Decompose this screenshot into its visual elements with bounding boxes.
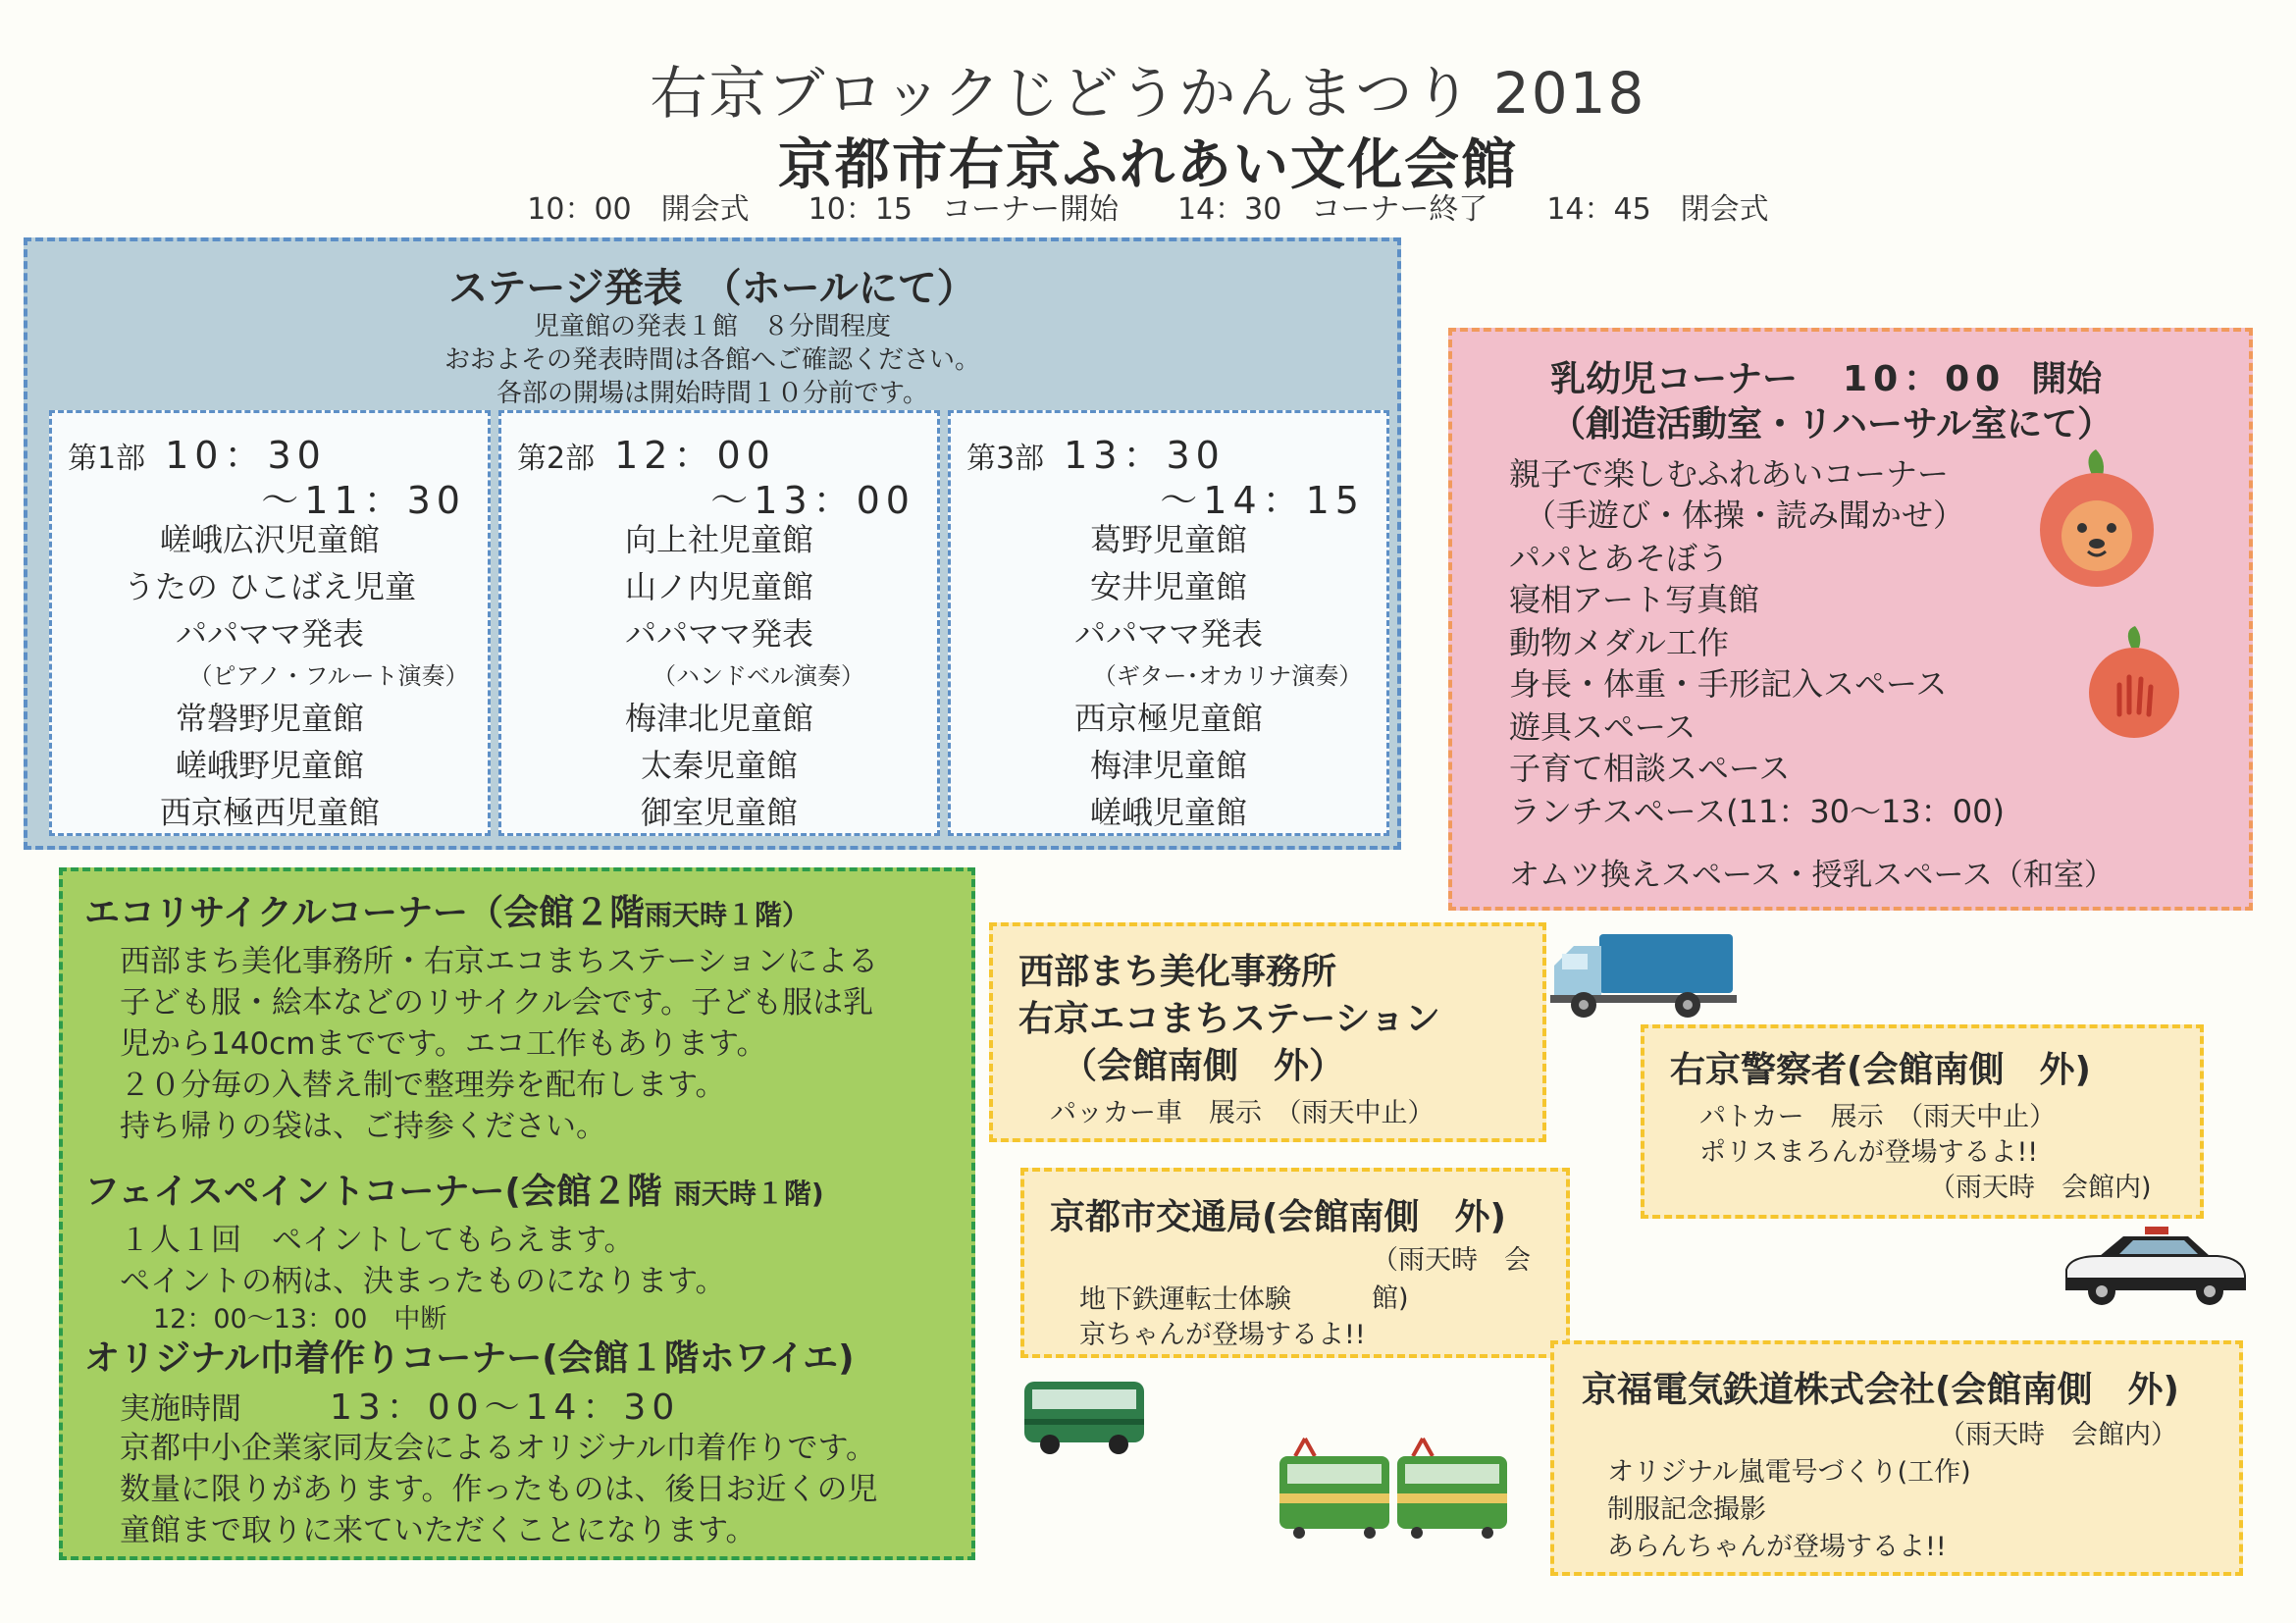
stage-part-3 (948, 410, 1389, 836)
face-title-rain: 雨天時１階) (673, 1178, 824, 1210)
part-item: 梅津児童館 (1089, 747, 1247, 784)
part-label: 第3部 (966, 442, 1045, 476)
face-paint-title (84, 1164, 824, 1214)
keifuku-text: 制服記念撮影 (1607, 1494, 1766, 1525)
keifuku-text: あらんちゃんが登場するよ!! (1607, 1532, 1947, 1562)
transit-text: 地下鉄運転士体験 (1079, 1284, 1291, 1315)
randen-tram-icon (1276, 1435, 1511, 1543)
police-box (1641, 1024, 2204, 1219)
recycle-text: 子ども服・絵本などのリサイクル会です。子ども服は乳 (120, 985, 874, 1021)
stage-part-2 (498, 410, 940, 836)
part-item: 嵯峨広沢児童館 (159, 521, 380, 558)
venue-name: 京都市右京ふれあい文化会館 (778, 133, 1518, 197)
kinchaku-text: 京都中小企業家同友会によるオリジナル巾着作りです。 (120, 1431, 876, 1466)
part-start-time: 12：00 (614, 434, 776, 477)
infant-location: （創造活動室・リハーサル室にて） (1550, 404, 2113, 445)
part-label: 第2部 (517, 442, 596, 476)
transit-title: 京都市交通局(会館南側 外) (1050, 1197, 1506, 1237)
keifuku-title: 京福電気鉄道株式会社(会館南側 外) (1582, 1370, 2179, 1410)
keifuku-note: （雨天時 会館内） (1939, 1420, 2177, 1450)
infant-corner-section (1448, 328, 2253, 911)
recycle-title-text: エコリサイクルコーナー（会館２階 (84, 893, 645, 933)
animal-medal-icon (2023, 449, 2170, 597)
part-end-time: ～13：00 (710, 479, 915, 522)
police-text: ポリスまろんが登場するよ!! (1699, 1137, 2039, 1168)
seibu-title-2: 右京エコまちステーション (1018, 999, 1440, 1039)
part-start-time: 13：30 (1064, 434, 1226, 477)
kinchaku-time-label: 実施時間 (120, 1391, 241, 1427)
infant-corner-title (1550, 351, 2102, 401)
stage-note: 児童館の発表１館 ８分間程度 (533, 312, 891, 341)
stage-section (24, 237, 1401, 850)
infant-item: 遊具スペース (1509, 708, 1696, 746)
infant-item: パパとあそぼう (1509, 540, 1730, 577)
police-note: （雨天時 会館内) (1929, 1173, 2152, 1203)
recycle-text: 持ち帰りの袋は、ご持参ください。 (120, 1109, 606, 1144)
transit-bureau-box (1020, 1168, 1570, 1358)
infant-start-time: 10：00 (1843, 359, 2007, 399)
infant-item: 動物メダル工作 (1509, 624, 1730, 661)
infant-item: 身長・体重・手形記入スペース (1509, 665, 1948, 703)
part-item: 常磐野児童館 (175, 700, 364, 737)
stage-note: 各部の開場は開始時間１０分前です。 (496, 379, 928, 408)
part-item: 御室児童館 (640, 794, 798, 831)
part-item: パパママ発表 (175, 615, 364, 653)
event-schedule: 10：00 開会式 10：15 コーナー開始 14：30 コーナー終了 14：45 閉会式 (527, 192, 1769, 227)
part-item: パパママ発表 (1073, 615, 1263, 653)
infant-item: （手遊び・体操・読み聞かせ） (1509, 497, 1965, 534)
seibu-eco-station-box (989, 922, 1546, 1142)
infant-item: 寝相アート写真館 (1509, 581, 1760, 618)
part-item: 太秦児童館 (640, 747, 798, 784)
keifuku-text: オリジナル嵐電号づくり(工作) (1607, 1457, 1971, 1488)
eco-corner-section (59, 867, 975, 1560)
part-item: 葛野児童館 (1089, 521, 1247, 558)
part-item: 向上社児童館 (624, 521, 813, 558)
infant-item: 子育て相談スペース (1509, 750, 1791, 787)
part-item: 西京極西児童館 (159, 794, 380, 831)
part-item: うたの ひこばえ児童 (123, 568, 417, 605)
face-title-text: フェイスペイントコーナー(会館２階 (84, 1172, 662, 1212)
police-title: 右京警察者(会館南側 外) (1670, 1050, 2091, 1090)
city-bus-icon (1020, 1378, 1148, 1456)
part-item: パパママ発表 (624, 615, 813, 653)
stage-note: おおよその発表時間は各館へご確認ください。 (444, 345, 980, 375)
infant-start-label: 開始 (2031, 359, 2103, 399)
part-item: 梅津北児童館 (624, 700, 813, 737)
seibu-location: （会館南側 外） (1062, 1046, 1345, 1086)
part-end-time: ～14：15 (1160, 479, 1365, 522)
part-label: 第1部 (68, 442, 146, 476)
recycle-text: 児から140cmまでです。エコ工作もあります。 (120, 1026, 767, 1062)
infant-item: 親子で楽しむふれあいコーナー (1509, 455, 1950, 493)
part-item-sub: （ギター･オカリナ演奏） (1092, 662, 1363, 690)
infant-note: オムツ換えスペース・授乳スペース（和室） (1509, 858, 2114, 893)
transit-text: 京ちゃんが登場するよ!! (1079, 1320, 1366, 1350)
part-item: 山ノ内児童館 (624, 568, 813, 605)
keifuku-railway-box (1550, 1340, 2243, 1576)
part-item-sub: （ハンドベル演奏） (652, 662, 864, 690)
part-item: 西京極児童館 (1073, 700, 1263, 737)
garbage-truck-icon (1550, 926, 1737, 1024)
kinchaku-title: オリジナル巾着作りコーナー(会館１階ホワイエ) (84, 1338, 855, 1379)
part-item-sub: （ピアノ・フルート演奏） (188, 662, 469, 690)
recycle-corner-title (84, 885, 809, 935)
stage-title: ステージ発表 （ホールにて） (448, 266, 976, 311)
seibu-title-1: 西部まち美化事務所 (1018, 952, 1337, 992)
kinchaku-time-value: 13：00～14：30 (330, 1387, 681, 1428)
recycle-title-rain: 雨天時１階） (644, 899, 809, 931)
part-end-time: ～11：30 (261, 479, 466, 522)
recycle-text: ２０分毎の入替え制で整理券を配布します。 (120, 1068, 726, 1103)
kinchaku-text: 数量に限りがあります。作ったものは、後日お近くの児 (120, 1472, 878, 1507)
part-start-time: 10：30 (165, 434, 327, 477)
face-paint-break: 12：00～13：00 中断 (153, 1304, 447, 1335)
face-paint-text: １人１回 ペイントしてもらえます。 (120, 1223, 635, 1258)
police-car-icon (2061, 1227, 2247, 1315)
part-item: 嵯峨野児童館 (175, 747, 364, 784)
transit-note: （雨天時 会館) (1372, 1245, 1531, 1314)
handprint-medal-icon (2080, 626, 2188, 744)
seibu-text: パッカー車 展示 （雨天中止） (1050, 1098, 1435, 1128)
part-item: 嵯峨児童館 (1089, 794, 1247, 831)
recycle-text: 西部まち美化事務所・右京エコまちステーションによる (120, 944, 879, 979)
infant-title-text: 乳幼児コーナー (1550, 359, 1799, 399)
page-title: 右京ブロックじどうかんまつり 2018 (650, 60, 1646, 127)
infant-item: ランチスペース(11：30～13：00) (1509, 793, 2005, 830)
police-text: パトカー 展示 （雨天中止） (1699, 1102, 2057, 1132)
kinchaku-text: 童館まで取りに来ていただくことになります。 (120, 1513, 757, 1548)
part-item: 安井児童館 (1089, 568, 1247, 605)
face-paint-text: ペイントの柄は、決まったものになります。 (120, 1264, 726, 1299)
stage-part-1 (49, 410, 491, 836)
